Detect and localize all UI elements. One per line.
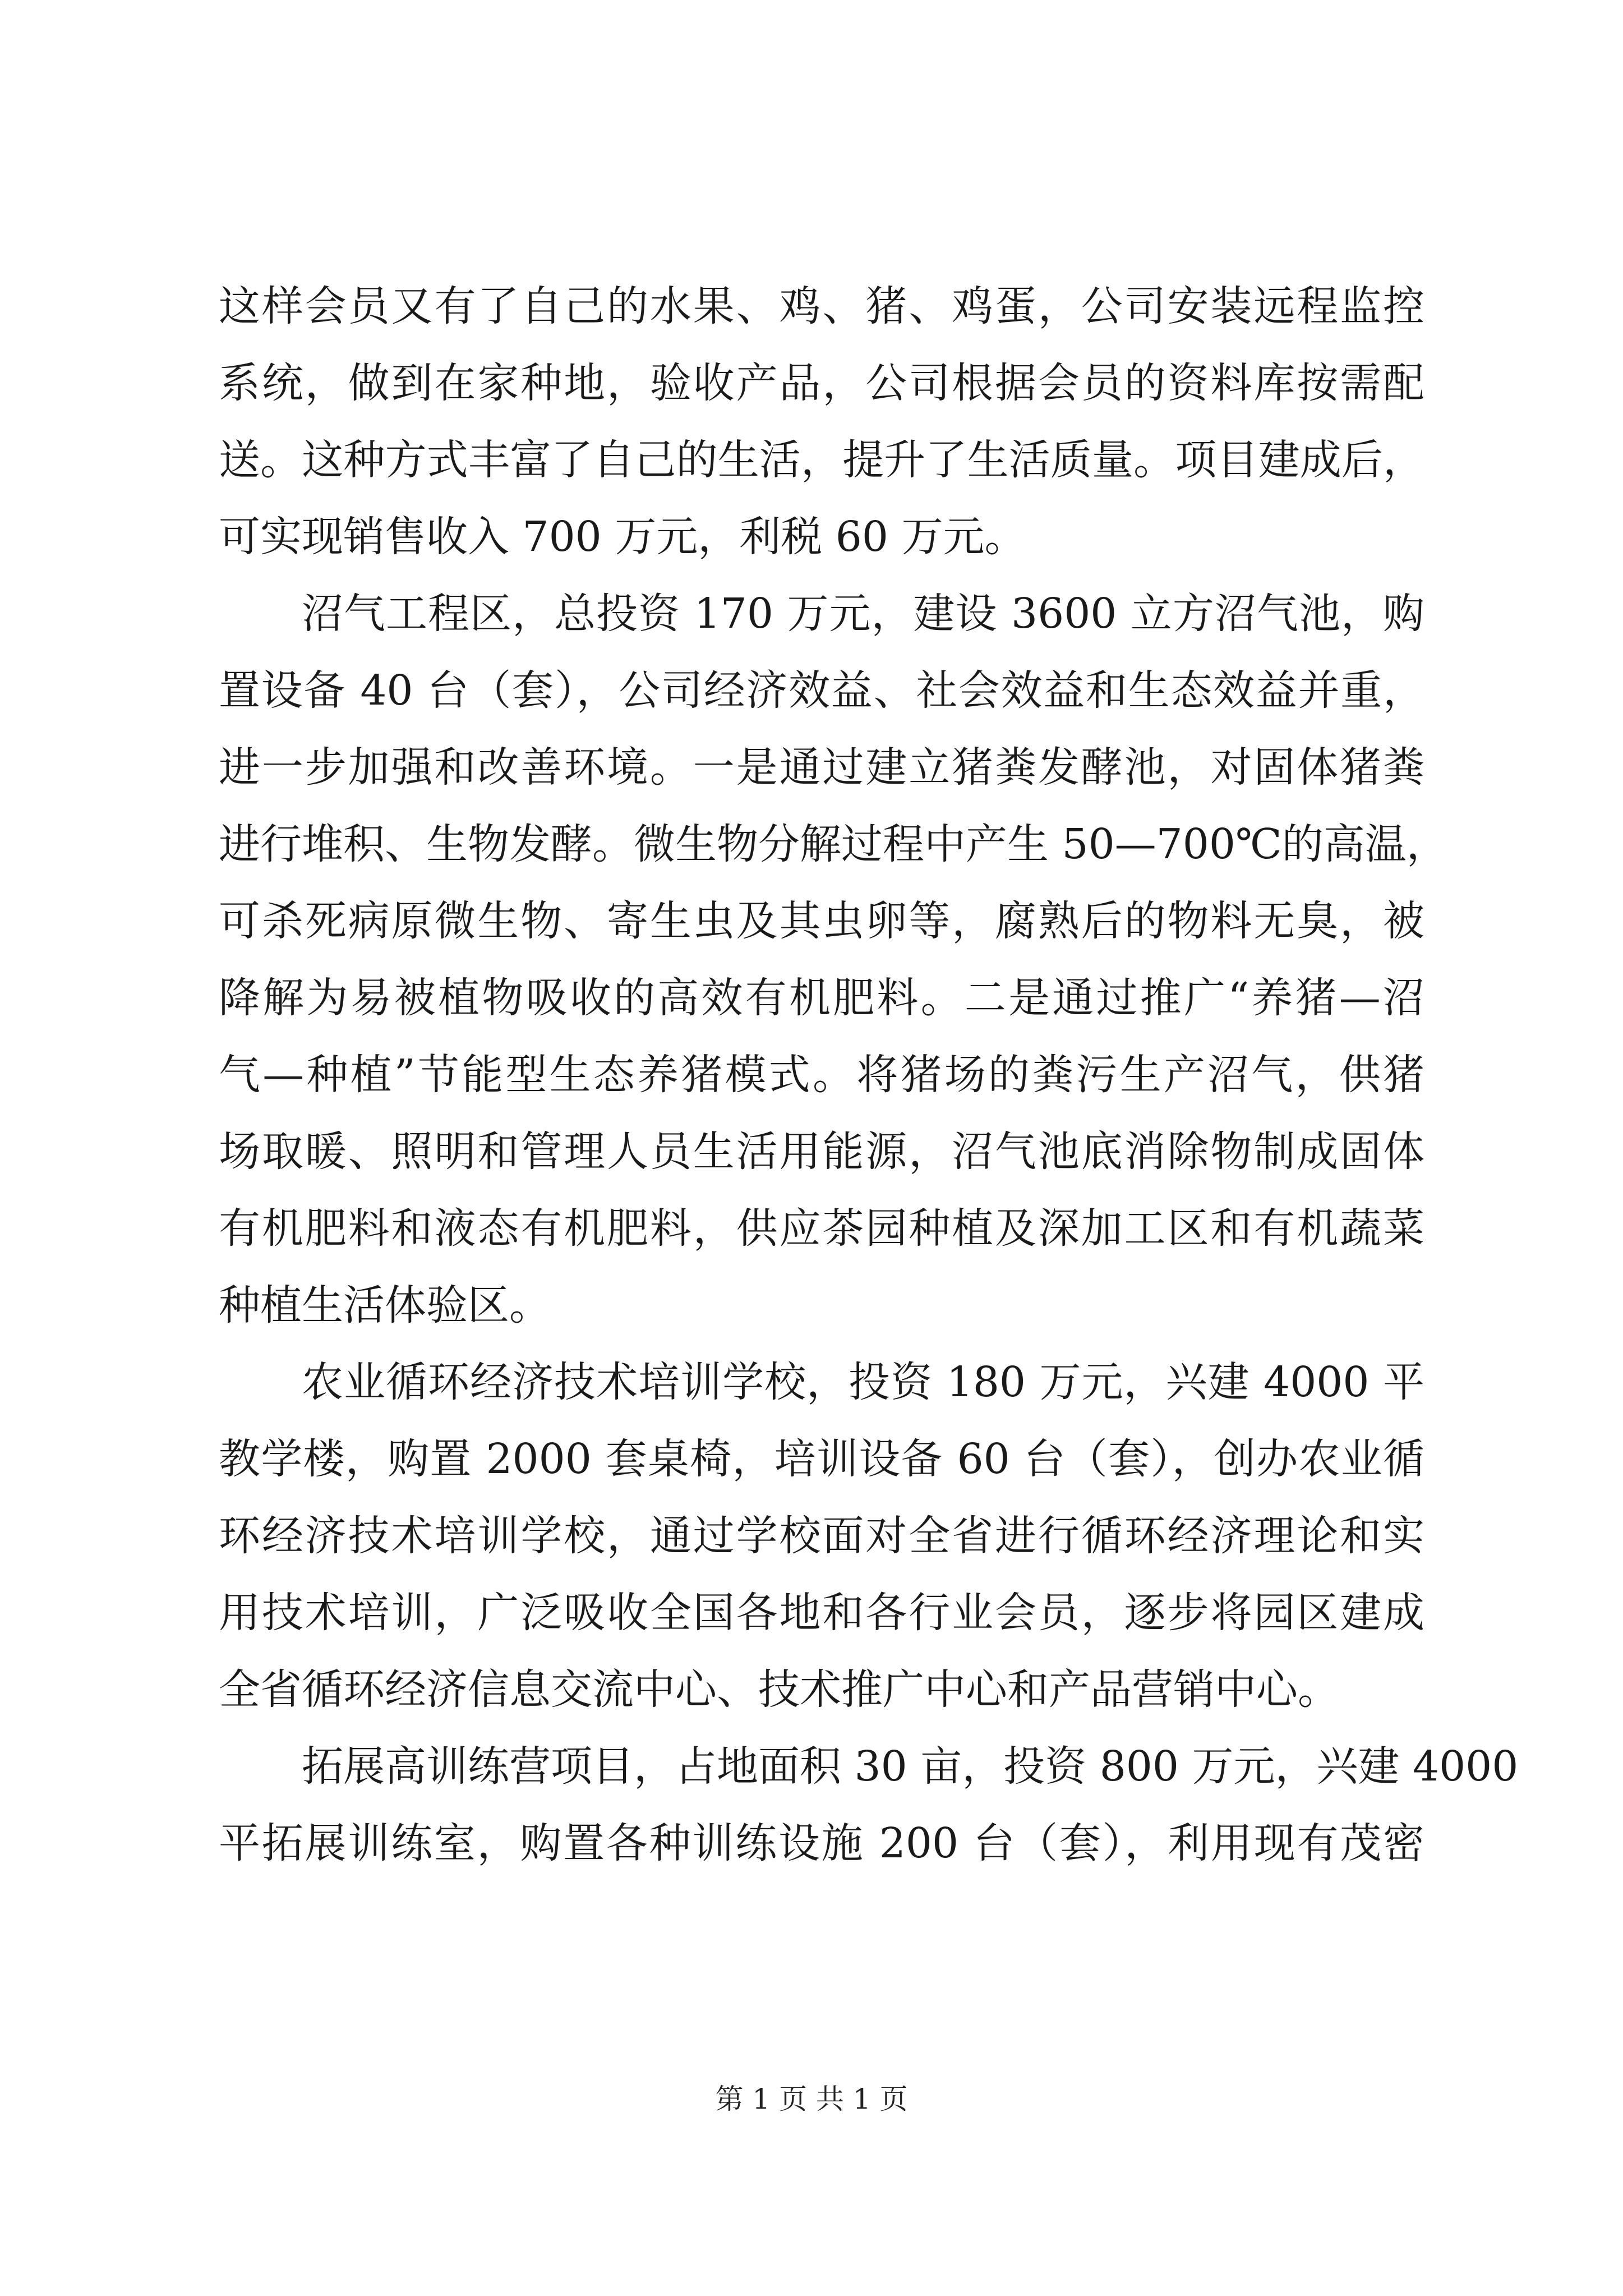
text-line: 可实现销售收入 700 万元，利税 60 万元。 — [219, 513, 1026, 561]
text-line: 用技术培训，广泛吸收全国各地和各行业会员，逐步将园区建成 — [219, 1589, 1424, 1637]
text-line: 可杀死病原微生物、寄生虫及其虫卵等，腐熟后的物料无臭，被 — [219, 897, 1424, 945]
text-line: 置设备 40 台（套），公司经济效益、社会效益和生态效益并重， — [219, 666, 1424, 715]
text-line: 种植生活体验区。 — [219, 1281, 551, 1329]
paragraph-start-line: 沼气工程区，总投资 170 万元，建设 3600 立方沼气池，购 — [302, 590, 1424, 638]
document-body — [219, 268, 1519, 1882]
text-line: 有机肥料和液态有机肥料，供应茶园种植及深加工区和有机蔬菜 — [219, 1204, 1424, 1253]
paragraph-start-line: 拓展高训练营项目，占地面积 30 亩，投资 800 万元，兴建 4000 — [302, 1742, 1519, 1791]
text-line: 场取暖、照明和管理人员生活用能源，沼气池底消除物制成固体 — [219, 1128, 1424, 1176]
text-line: 平拓展训练室，购置各种训练设施 200 台（套），利用现有茂密 — [219, 1819, 1424, 1867]
text-line: 系统，做到在家种地，验收产品，公司根据会员的资料库按需配 — [219, 359, 1424, 407]
text-line: 环经济技术培训学校，通过学校面对全省进行循环经济理论和实 — [219, 1512, 1424, 1560]
text-line: 气—种植”节能型生态养猪模式。将猪场的粪污生产沼气，供猪 — [219, 1051, 1424, 1099]
text-line: 教学楼，购置 2000 套桌椅，培训设备 60 台（套），创办农业循 — [219, 1435, 1424, 1483]
page-footer: 第 1 页 共 1 页 — [715, 2083, 908, 2115]
text-line: 进一步加强和改善环境。一是通过建立猪粪发酵池，对固体猪粪 — [219, 743, 1424, 792]
text-line: 这样会员又有了自己的水果、鸡、猪、鸡蛋，公司安装远程监控 — [219, 282, 1424, 330]
text-line: 送。这种方式丰富了自己的生活，提升了生活质量。项目建成后， — [219, 436, 1424, 484]
text-line: 降解为易被植物吸收的高效有机肥料。二是通过推广“养猪—沼 — [219, 974, 1424, 1022]
text-line: 进行堆积、生物发酵。微生物分解过程中产生 50—700℃的高温， — [219, 820, 1448, 868]
paragraph-start-line: 农业循环经济技术培训学校，投资 180 万元，兴建 4000 平 — [302, 1358, 1424, 1406]
text-line: 全省循环经济信息交流中心、技术推广中心和产品营销中心。 — [219, 1665, 1339, 1714]
